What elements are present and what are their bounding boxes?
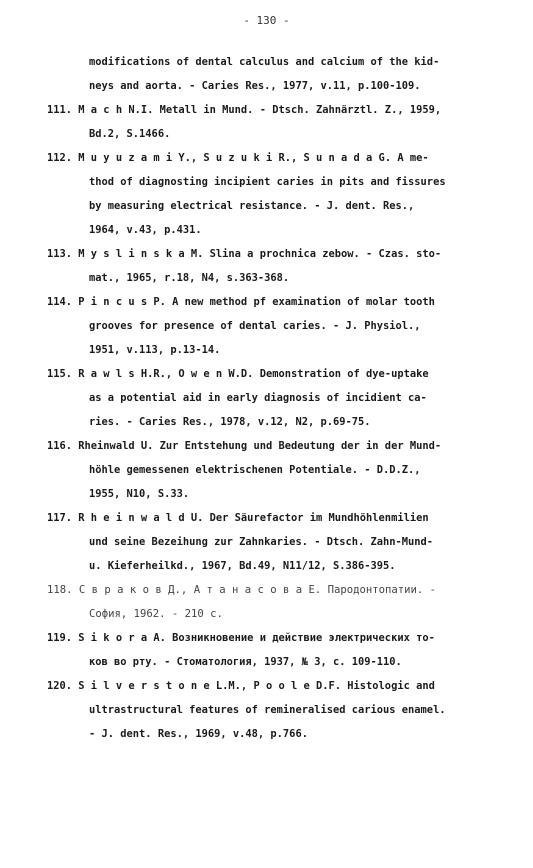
- ref-line: 114. P i n c u s P. A new method pf examination of molar tooth: [47, 296, 435, 308]
- page-number: - 130 -: [243, 14, 290, 27]
- ref-line: und seine Bezeihung zur Zahnkaries. - Dtsch. Zahn-Mund-: [89, 536, 434, 548]
- ref-line: mat., 1965, r.18, N4, s.363-368.: [89, 272, 290, 284]
- ref-line: by measuring electrical resistance. - J. dent. Res.,: [89, 200, 415, 212]
- ref-line: ков во рту. - Стоматология, 1937, № 3, с. 109-110.: [89, 656, 402, 668]
- ref-line: neys and aorta. - Caries Res., 1977, v.11, p.100-109.: [89, 80, 421, 92]
- ref-line: 112. M u y u z a m i Y., S u z u k i R., S u n a d a G. A me-: [47, 152, 429, 164]
- ref-line: 111. M a c h N.I. Metall in Mund. - Dtsch. Zahnärztl. Z., 1959,: [47, 104, 442, 116]
- ref-line: ries. - Caries Res., 1978, v.12, N2, p.69-75.: [89, 416, 371, 428]
- reference-list: [47, 50, 507, 746]
- ref-line: 116. Rheinwald U. Zur Entstehung und Bedeutung der in der Mund-: [47, 440, 442, 452]
- ref-line: 119. S i k o r a A. Возникновение и действие электрических то-: [47, 632, 435, 644]
- ref-line: grooves for presence of dental caries. - J. Physiol.,: [89, 320, 421, 332]
- ref-line: Bd.2, S.1466.: [89, 128, 171, 140]
- ref-line: 118. С в р а к о в Д., А т а н а с о в а Е. Пародонтопатии. -: [47, 584, 437, 596]
- ref-line: 117. R h e i n w a l d U. Der Säurefactor im Mundhöhlenmilien: [47, 512, 429, 524]
- ref-line: София, 1962. - 210 с.: [89, 608, 223, 620]
- ref-line: u. Kieferheilkd., 1967, Bd.49, N11/12, S.386-395.: [89, 560, 396, 572]
- ref-line: - J. dent. Res., 1969, v.48, p.766.: [89, 728, 308, 740]
- ref-line: 1964, v.43, p.431.: [89, 224, 202, 236]
- ref-line: 113. M y s l i n s k a M. Slina a prochnica zebow. - Czas. sto-: [47, 248, 442, 260]
- ref-line: 1951, v.113, p.13-14.: [89, 344, 221, 356]
- ref-line: 120. S i l v e r s t o n e L.M., P o o l e D.F. Histologic and: [47, 680, 435, 692]
- ref-line: 1955, N10, S.33.: [89, 488, 190, 500]
- ref-line: as a potential aid in early diagnosis of incidient ca-: [89, 392, 427, 404]
- ref-line: 115. R a w l s H.R., O w e n W.D. Demonstration of dye-uptake: [47, 368, 429, 380]
- ref-line: höhle gemessenen elektrischenen Potentiale. - D.D.Z.,: [89, 464, 421, 476]
- ref-line: thod of diagnosting incipient caries in pits and fissures: [89, 176, 446, 188]
- ref-line: ultrastructural features of remineralised carious enamel.: [89, 704, 446, 716]
- ref-line: modifications of dental calculus and calcium of the kid-: [89, 56, 440, 68]
